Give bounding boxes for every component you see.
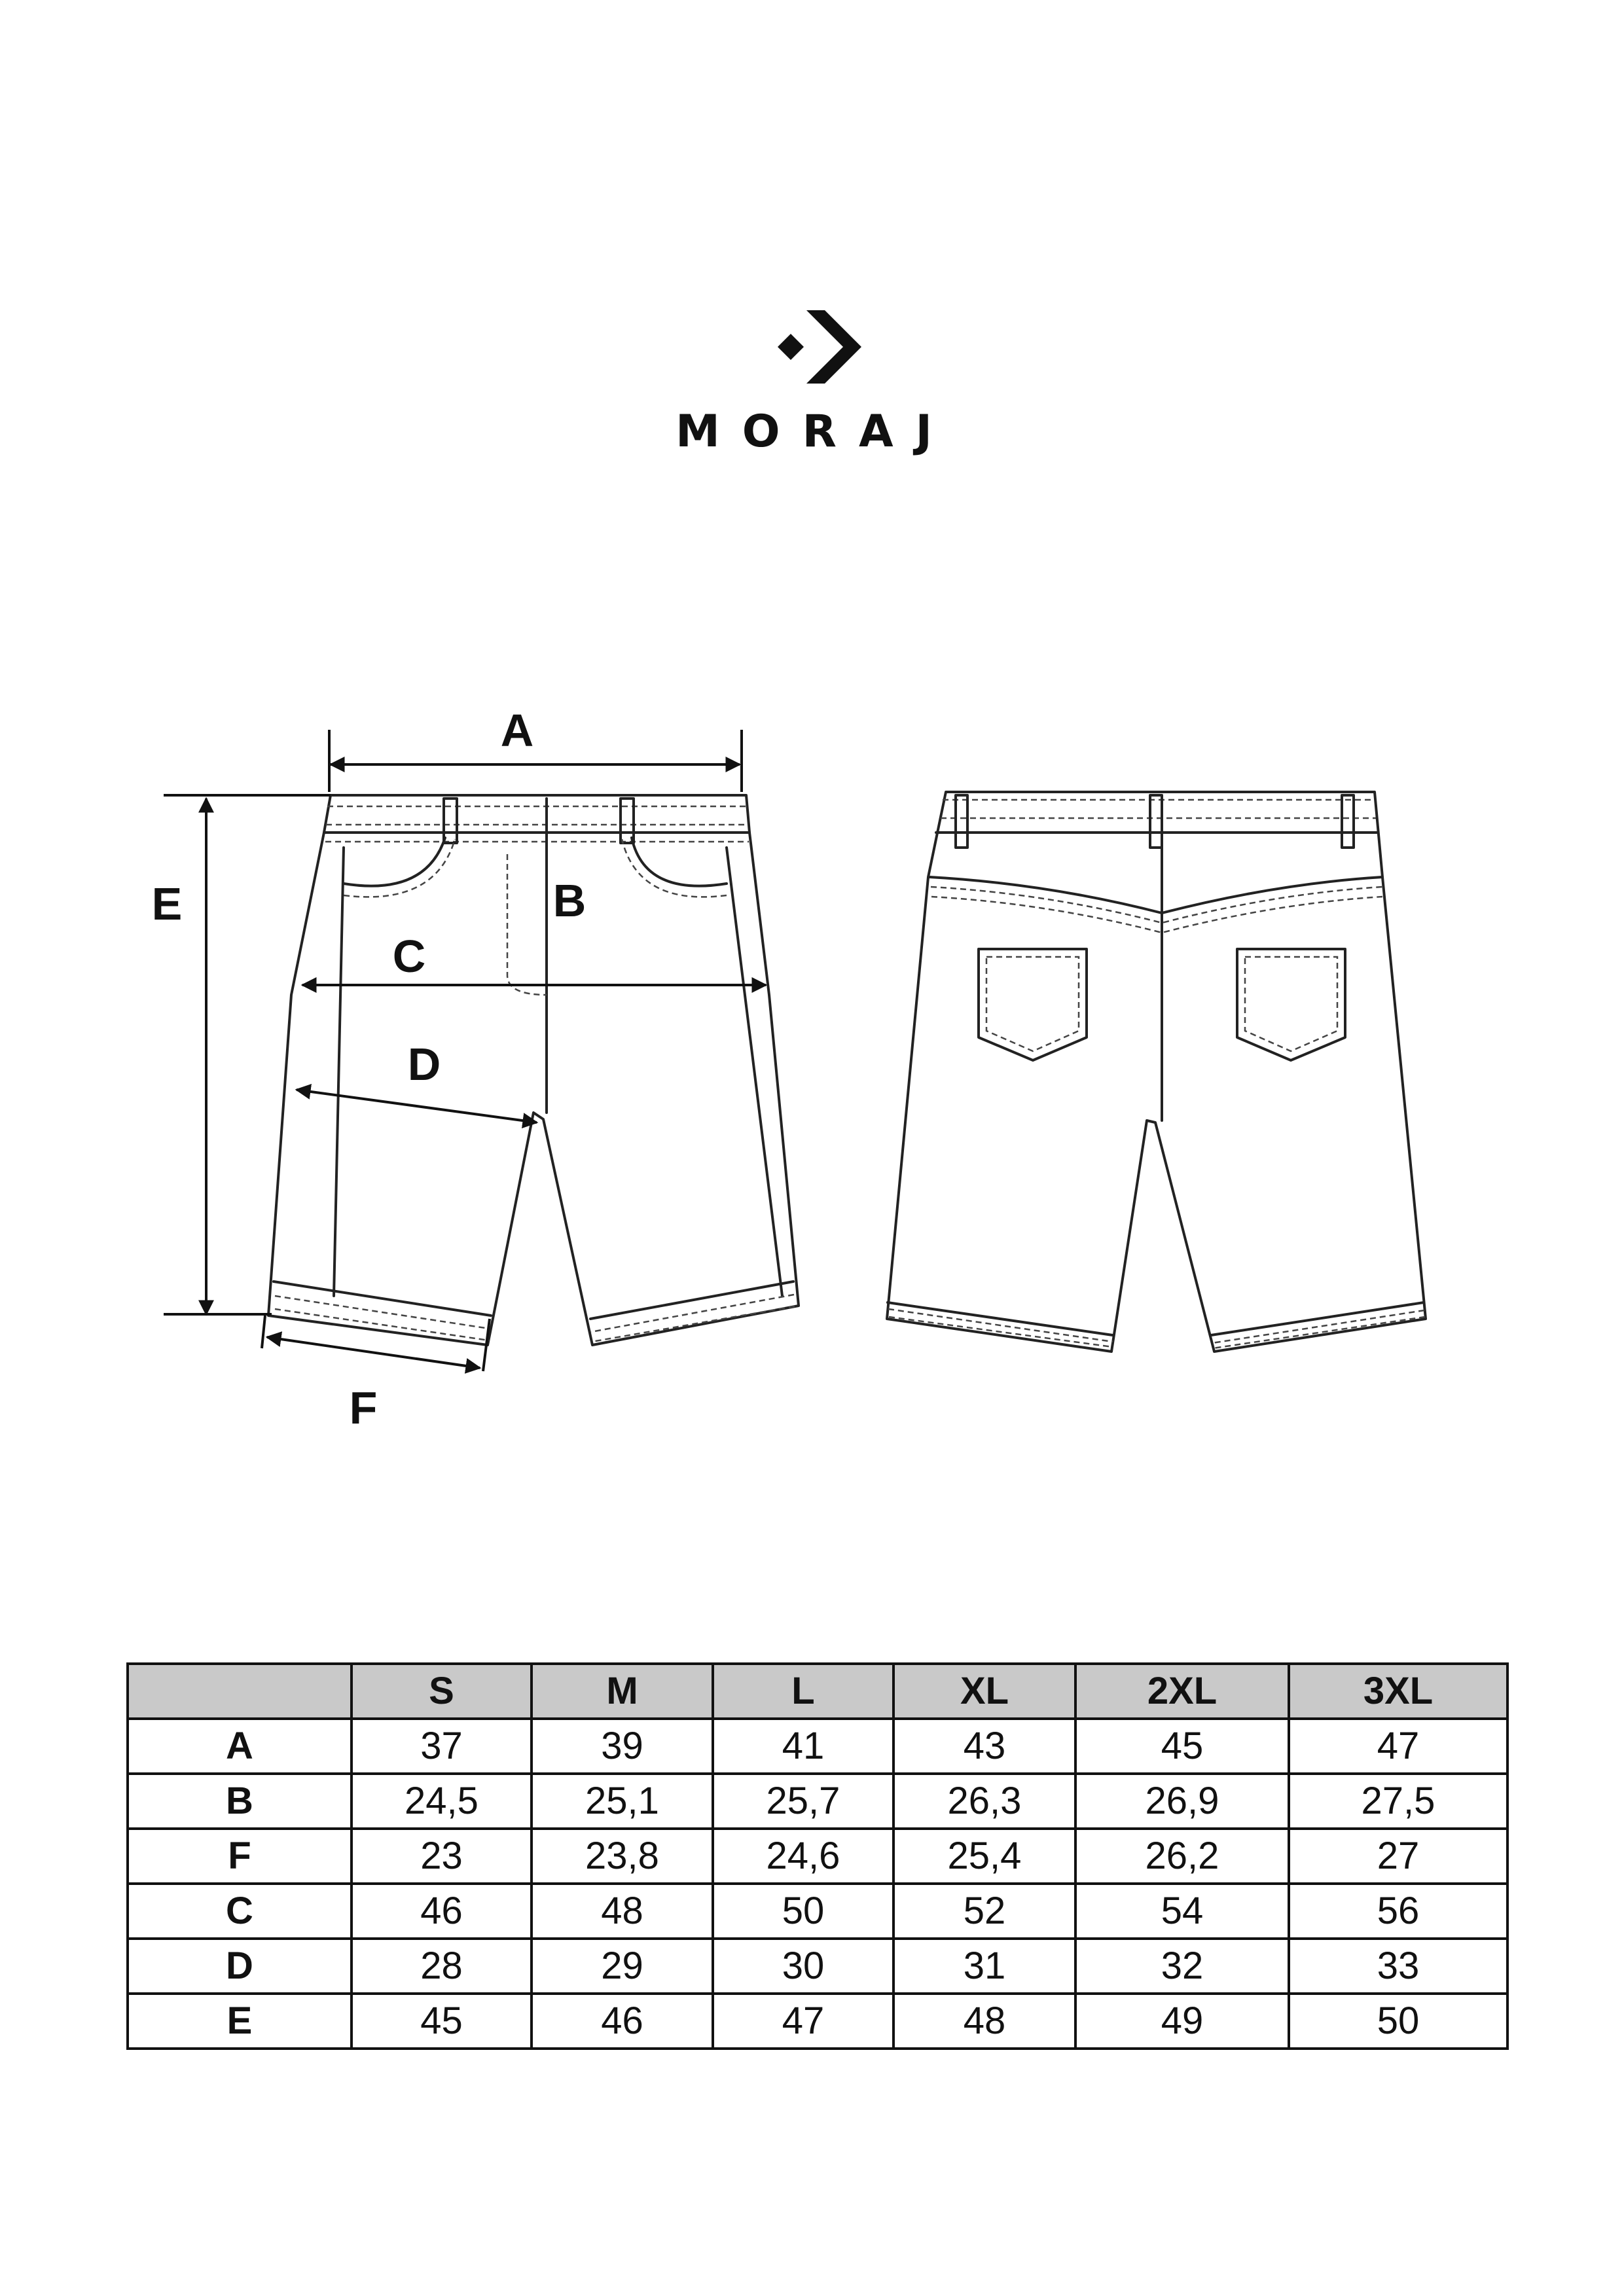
- table-header-corner: [128, 1664, 352, 1719]
- row-label: C: [128, 1884, 352, 1939]
- label-f: F: [349, 1382, 378, 1433]
- shorts-measurement-diagram: [0, 687, 1624, 1440]
- dimension-f-line: [267, 1337, 480, 1368]
- label-a: A: [500, 705, 534, 756]
- table-cell: 47: [1289, 1719, 1507, 1774]
- label-d: D: [407, 1039, 441, 1090]
- table-cell: 28: [352, 1939, 532, 1994]
- brand-logo-icon: [772, 301, 877, 393]
- table-row: [128, 1719, 1507, 1774]
- table-cell: 25,1: [532, 1774, 713, 1829]
- row-label: E: [128, 1994, 352, 2049]
- table-cell: 43: [893, 1719, 1075, 1774]
- size-header: 3XL: [1289, 1664, 1507, 1719]
- table-cell: 54: [1075, 1884, 1289, 1939]
- table-row: [128, 1884, 1507, 1939]
- table-cell: 25,4: [893, 1829, 1075, 1884]
- table-cell: 24,6: [713, 1829, 893, 1884]
- row-label: D: [128, 1939, 352, 1994]
- size-header: XL: [893, 1664, 1075, 1719]
- table-cell: 48: [532, 1884, 713, 1939]
- table-cell: 45: [352, 1994, 532, 2049]
- table-cell: 24,5: [352, 1774, 532, 1829]
- table-cell: 49: [1075, 1994, 1289, 2049]
- table-cell: 27,5: [1289, 1774, 1507, 1829]
- table-cell: 52: [893, 1884, 1075, 1939]
- table-row: [128, 1774, 1507, 1829]
- table-cell: 50: [713, 1884, 893, 1939]
- table-cell: 30: [713, 1939, 893, 1994]
- row-label: B: [128, 1774, 352, 1829]
- table-cell: 41: [713, 1719, 893, 1774]
- table-cell: 47: [713, 1994, 893, 2049]
- table-cell: 26,3: [893, 1774, 1075, 1829]
- table-cell: 37: [352, 1719, 532, 1774]
- table-cell: 33: [1289, 1939, 1507, 1994]
- table-cell: 26,2: [1075, 1829, 1289, 1884]
- size-header: S: [352, 1664, 532, 1719]
- table-cell: 25,7: [713, 1774, 893, 1829]
- table-row: [128, 1939, 1507, 1994]
- back-view-shorts: [887, 792, 1426, 1352]
- size-chart-table: [126, 1662, 1509, 2050]
- table-cell: 48: [893, 1994, 1075, 2049]
- table-cell: 23,8: [532, 1829, 713, 1884]
- table-cell: 46: [532, 1994, 713, 2049]
- table-cell: 39: [532, 1719, 713, 1774]
- table-cell: 45: [1075, 1719, 1289, 1774]
- table-cell: 27: [1289, 1829, 1507, 1884]
- label-b: B: [552, 875, 586, 926]
- row-label: A: [128, 1719, 352, 1774]
- table-cell: 26,9: [1075, 1774, 1289, 1829]
- row-label: F: [128, 1829, 352, 1884]
- table-cell: 56: [1289, 1884, 1507, 1939]
- table-row: [128, 1994, 1507, 2049]
- table-cell: 31: [893, 1939, 1075, 1994]
- table-row: [128, 1829, 1507, 1884]
- front-view-shorts: [268, 795, 799, 1345]
- table-cell: 29: [532, 1939, 713, 1994]
- size-header: L: [713, 1664, 893, 1719]
- size-header: M: [532, 1664, 713, 1719]
- size-header: 2XL: [1075, 1664, 1289, 1719]
- label-c: C: [392, 931, 426, 982]
- brand-name: MORAJ: [676, 406, 954, 457]
- table-cell: 23: [352, 1829, 532, 1884]
- table-cell: 50: [1289, 1994, 1507, 2049]
- table-cell: 32: [1075, 1939, 1289, 1994]
- label-e: E: [151, 878, 183, 929]
- dimension-d-line: [297, 1090, 537, 1122]
- table-cell: 46: [352, 1884, 532, 1939]
- table-header-row: [128, 1664, 1507, 1719]
